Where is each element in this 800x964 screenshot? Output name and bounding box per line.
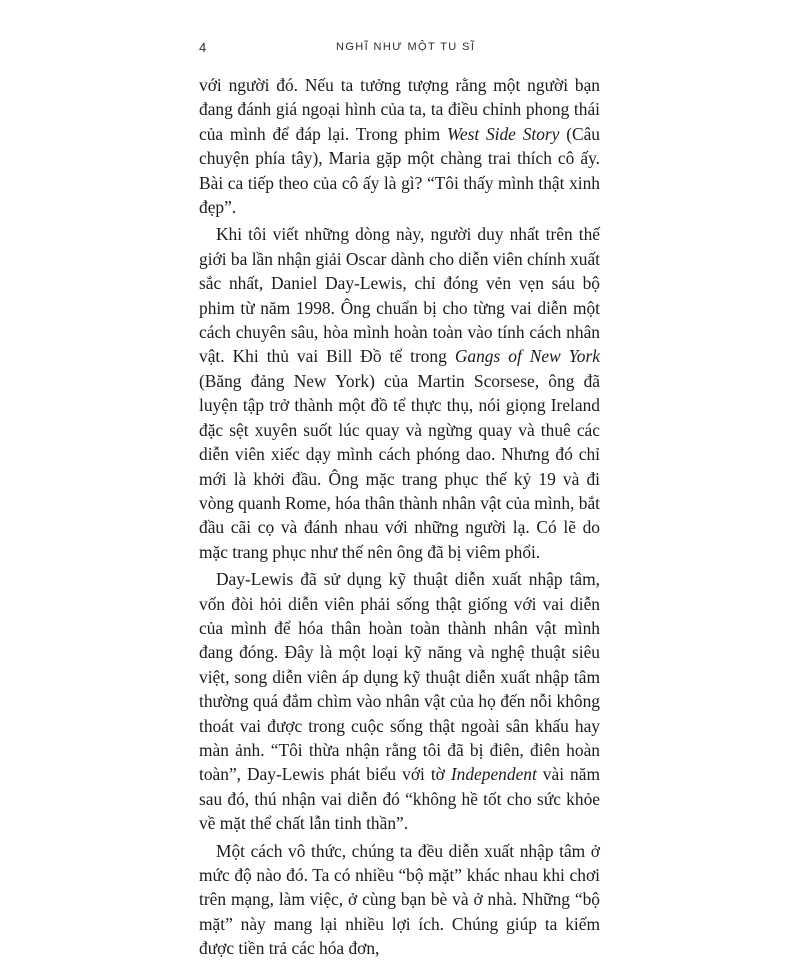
paragraph-2-part-b: (Băng đảng New York) của Martin Scorsese, ông đã luyện tập trở thành một đồ tể thực thụ, nói giọng Ireland đặc sệt xuyên suốt lúc quay và ngừng quay và thuê các diễn viên xiếc dạy mình cách phóng dao. Nhưng đó chỉ mới là khởi đầu. Ông mặc trang phục thế kỷ 19 và đi vòng quanh Rome, hóa thân thành nhân vật của mình, bắt đầu cãi cọ và đánh nhau với những người lạ. Có lẽ do mặc trang phục như thế nên ông đã bị viêm phổi. (199, 370, 600, 562)
paragraph-4 (199, 839, 600, 961)
running-head: NGHĨ NHƯ MỘT TU SĨ (336, 41, 476, 53)
paragraph-1-part-b: (Câu chuyện phía tây), Maria gặp một chàng trai thích cô ấy. Bài ca tiếp theo của cô ấy là gì? “Tôi thấy mình thật xinh đẹp”. (199, 123, 600, 218)
paragraph-1-part-a: với người đó. Nếu ta tưởng tượng rằng một người bạn đang đánh giá ngoại hình của ta, ta điều chỉnh phong thái của mình để đáp lại. Trong phim (199, 75, 600, 144)
body-text (199, 73, 600, 964)
paragraph-3-part-a: Day-Lewis đã sử dụng kỹ thuật diễn xuất nhập tâm, vốn đòi hỏi diễn viên phải sống thật giống với vai diễn của mình để hóa thân hoàn toàn thành nhân vật mình đang đóng. Đây là một loại kỹ năng và nghệ thuật siêu việt, song diễn viên áp dụng kỹ thuật diễn xuất nhập tâm thường quá đắm chìm vào nhân vật của họ đến nỗi không thoát vai được trong cuộc sống thật ngoài sân khấu hay màn ảnh. “Tôi thừa nhận rằng tôi đã bị điên, điên hoàn toàn”, Day-Lewis phát biểu với tờ (199, 569, 600, 785)
paragraph-2-part-a: Khi tôi viết những dòng này, người duy nhất trên thế giới ba lần nhận giải Oscar dành cho diễn viên chính xuất sắc nhất, Daniel Day-Lewis, chỉ đóng vẻn vẹn sáu bộ phim từ năm 1998. Ông chuẩn bị cho từng vai diễn một cách chuyên sâu, hòa mình hoàn toàn vào tính cách nhân vật. Khi thủ vai Bill Đồ tể trong (199, 224, 600, 367)
page-header (0, 40, 800, 60)
film-title-west-side-story: West Side Story (446, 123, 560, 144)
paragraph-1 (199, 73, 600, 219)
film-title-gangs-of-new-york: Gangs of New York (454, 346, 600, 367)
publication-title-independent: Independent (450, 764, 537, 785)
paragraph-4-text: Một cách vô thức, chúng ta đều diễn xuất nhập tâm ở mức độ nào đó. Ta có nhiều “bộ mặt” khác nhau khi chơi trên mạng, làm việc, ở cùng bạn bè và ở nhà. Những “bộ mặt” này mang lại nhiều lợi ích. Chúng giúp ta kiếm được tiền trả các hóa đơn, (199, 840, 600, 959)
paragraph-3 (199, 567, 600, 835)
paragraph-3-part-b: vài năm sau đó, thú nhận vai diễn đó “không hề tốt cho sức khỏe về mặt thể chất lẫn tinh thần”. (199, 764, 600, 834)
page-number: 4 (199, 40, 207, 55)
paragraph-2 (199, 222, 600, 564)
